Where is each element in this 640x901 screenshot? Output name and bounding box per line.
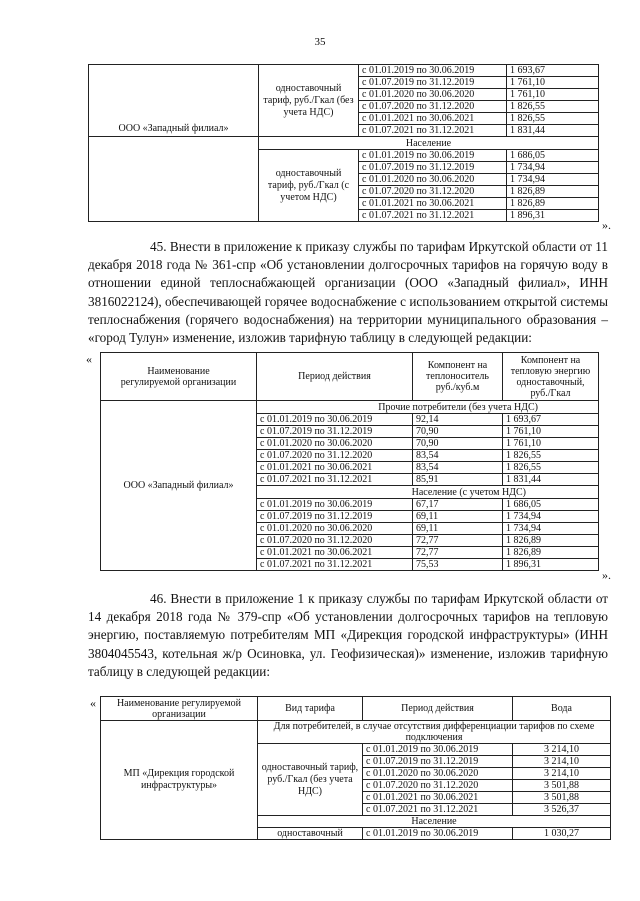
period-cell: с 01.01.2019 по 30.06.2019 xyxy=(359,150,507,162)
carrier-cell: 69,11 xyxy=(413,511,503,523)
energy-cell: 1 896,31 xyxy=(503,559,599,571)
period-cell: с 01.07.2020 по 31.12.2020 xyxy=(257,450,413,462)
header-period: Период действия xyxy=(257,353,413,401)
energy-cell: 1 693,67 xyxy=(503,414,599,426)
paragraph-45-text: 45. Внести в приложение к приказу службы по тарифам Иркутской области от 11 декабря 2018 года № 361-спр «Об установлении долгосрочных тарифов на горячую воду в отношении единой теплоснабжающей организации (ООО «Западный филиал», ИНН 3816022124), обеспечивающей горячее водоснабжение с использованием открытой системы теплоснабжения (горячего водоснабжения) на территории муниципального образования – «город Тулун» изменение, изложив тарифную таблицу в следующей редакции: xyxy=(88,239,608,346)
header-org: Наименование регулируемой организации xyxy=(101,353,257,401)
energy-cell: 1 734,94 xyxy=(503,523,599,535)
header-energy: Компонент на тепловую энергию одноставочный, руб./Гкал xyxy=(503,353,599,401)
carrier-cell: 83,54 xyxy=(413,462,503,474)
period-cell: с 01.07.2021 по 31.12.2021 xyxy=(359,125,507,137)
value-cell: 3 214,10 xyxy=(513,756,611,768)
period-cell: с 01.01.2021 по 30.06.2021 xyxy=(359,198,507,210)
value-cell: 1 030,27 xyxy=(513,828,611,840)
energy-cell: 1 686,05 xyxy=(503,499,599,511)
paragraph-46-text: 46. Внести в приложение 1 к приказу службы по тарифам Иркутской области от 14 декабря 2018 года № 379-спр «Об установлении долгосрочных тарифов на тепловую энергию, поставляемую потребителям МП «Дирекция городской инфраструктуры» (ИНН 3804045543, котельная ж/р Осиновка, ул. Геофизическая)» изменение, изложив тарифную таблицу в следующей редакции: xyxy=(88,591,608,679)
value-cell: 3 501,88 xyxy=(513,780,611,792)
group-header-consumers: Для потребителей, в случае отсутствия дифференциации тарифов по схеме подключения xyxy=(258,721,611,744)
carrier-cell: 70,90 xyxy=(413,438,503,450)
period-cell: с 01.01.2019 по 30.06.2019 xyxy=(257,499,413,511)
header-carrier: Компонент на теплоноситель руб./куб.м xyxy=(413,353,503,401)
value-cell: 1 826,55 xyxy=(507,101,599,113)
period-cell: с 01.07.2019 по 31.12.2019 xyxy=(359,77,507,89)
period-cell: с 01.01.2019 по 30.06.2019 xyxy=(257,414,413,426)
header-tariff-kind: Вид тарифа xyxy=(258,697,363,721)
value-cell: 3 214,10 xyxy=(513,744,611,756)
period-cell: с 01.01.2021 по 30.06.2021 xyxy=(257,547,413,559)
period-cell: с 01.07.2021 по 31.12.2021 xyxy=(359,210,507,222)
period-cell: с 01.01.2021 по 30.06.2021 xyxy=(363,792,513,804)
opening-quote: « xyxy=(86,352,92,366)
closing-quote: ». xyxy=(602,568,611,582)
carrier-cell: 85,91 xyxy=(413,474,503,486)
org-name-cell: ООО «Западный филиал» xyxy=(101,401,257,571)
header-org: Наименование регулируемой организации xyxy=(101,697,258,721)
period-cell: с 01.07.2020 по 31.12.2020 xyxy=(257,535,413,547)
energy-cell: 1 831,44 xyxy=(503,474,599,486)
value-cell: 1 734,94 xyxy=(507,162,599,174)
value-cell: 1 826,55 xyxy=(507,113,599,125)
value-cell: 1 896,31 xyxy=(507,210,599,222)
paragraph-46 xyxy=(88,590,608,681)
period-cell: с 01.01.2020 по 30.06.2020 xyxy=(359,174,507,186)
closing-quote: ». xyxy=(602,218,611,232)
value-cell: 1 734,94 xyxy=(507,174,599,186)
tariff-kind-cell: одноставочный тариф, руб./Гкал (без учета НДС) xyxy=(259,65,359,137)
value-cell: 1 693,67 xyxy=(507,65,599,77)
header-water: Вода xyxy=(513,697,611,721)
header-period: Период действия xyxy=(363,697,513,721)
period-cell: с 01.01.2019 по 30.06.2019 xyxy=(363,744,513,756)
energy-cell: 1 761,10 xyxy=(503,438,599,450)
opening-quote: « xyxy=(90,696,96,710)
energy-cell: 1 826,89 xyxy=(503,547,599,559)
period-cell: с 01.01.2019 по 30.06.2019 xyxy=(359,65,507,77)
paragraph-45 xyxy=(88,238,608,347)
period-cell: с 01.01.2019 по 30.06.2019 xyxy=(363,828,513,840)
tariff-table-2 xyxy=(100,352,599,571)
tariff-kind-cell: одноставочный тариф, руб./Гкал (без учета НДС) xyxy=(258,744,363,816)
tariff-table-3 xyxy=(100,696,611,840)
carrier-cell: 83,54 xyxy=(413,450,503,462)
value-cell: 1 761,10 xyxy=(507,77,599,89)
tariff-table-1 xyxy=(88,64,599,222)
period-cell: с 01.01.2021 по 30.06.2021 xyxy=(359,113,507,125)
value-cell: 3 501,88 xyxy=(513,792,611,804)
org-name-cell: МП «Дирекция городской инфраструктуры» xyxy=(101,721,258,840)
period-cell: с 01.01.2020 по 30.06.2020 xyxy=(363,768,513,780)
period-cell: с 01.07.2021 по 31.12.2021 xyxy=(257,559,413,571)
period-cell: с 01.01.2020 по 30.06.2020 xyxy=(257,438,413,450)
value-cell: 1 761,10 xyxy=(507,89,599,101)
population-header: Население xyxy=(259,137,599,150)
value-cell: 1 826,89 xyxy=(507,186,599,198)
period-cell: с 01.07.2021 по 31.12.2021 xyxy=(363,804,513,816)
tariff-kind-cell: одноставочный тариф, руб./Гкал (с учетом НДС) xyxy=(259,150,359,222)
carrier-cell: 72,77 xyxy=(413,547,503,559)
period-cell: с 01.07.2021 по 31.12.2021 xyxy=(257,474,413,486)
tariff-kind-cell: одноставочный xyxy=(258,828,363,840)
period-cell: с 01.07.2020 по 31.12.2020 xyxy=(363,780,513,792)
period-cell: с 01.07.2019 по 31.12.2019 xyxy=(359,162,507,174)
period-cell: с 01.07.2019 по 31.12.2019 xyxy=(257,511,413,523)
energy-cell: 1 826,55 xyxy=(503,462,599,474)
page-number: 35 xyxy=(314,36,326,48)
energy-cell: 1 826,89 xyxy=(503,535,599,547)
value-cell: 1 831,44 xyxy=(507,125,599,137)
org-name-cell: ООО «Западный филиал» xyxy=(89,123,259,208)
group-header-population: Население (с учетом НДС) xyxy=(257,486,599,499)
value-cell: 1 686,05 xyxy=(507,150,599,162)
population-header: Население xyxy=(258,816,611,828)
carrier-cell: 69,11 xyxy=(413,523,503,535)
value-cell: 3 214,10 xyxy=(513,768,611,780)
period-cell: с 01.07.2019 по 31.12.2019 xyxy=(363,756,513,768)
period-cell: с 01.07.2020 по 31.12.2020 xyxy=(359,101,507,113)
carrier-cell: 92,14 xyxy=(413,414,503,426)
period-cell: с 01.07.2020 по 31.12.2020 xyxy=(359,186,507,198)
energy-cell: 1 826,55 xyxy=(503,450,599,462)
carrier-cell: 70,90 xyxy=(413,426,503,438)
value-cell: 1 826,89 xyxy=(507,198,599,210)
group-header-others: Прочие потребители (без учета НДС) xyxy=(257,401,599,414)
period-cell: с 01.01.2020 по 30.06.2020 xyxy=(257,523,413,535)
value-cell: 3 526,37 xyxy=(513,804,611,816)
energy-cell: 1 761,10 xyxy=(503,426,599,438)
period-cell: с 01.07.2019 по 31.12.2019 xyxy=(257,426,413,438)
carrier-cell: 72,77 xyxy=(413,535,503,547)
energy-cell: 1 734,94 xyxy=(503,511,599,523)
carrier-cell: 67,17 xyxy=(413,499,503,511)
period-cell: с 01.01.2020 по 30.06.2020 xyxy=(359,89,507,101)
period-cell: с 01.01.2021 по 30.06.2021 xyxy=(257,462,413,474)
carrier-cell: 75,53 xyxy=(413,559,503,571)
